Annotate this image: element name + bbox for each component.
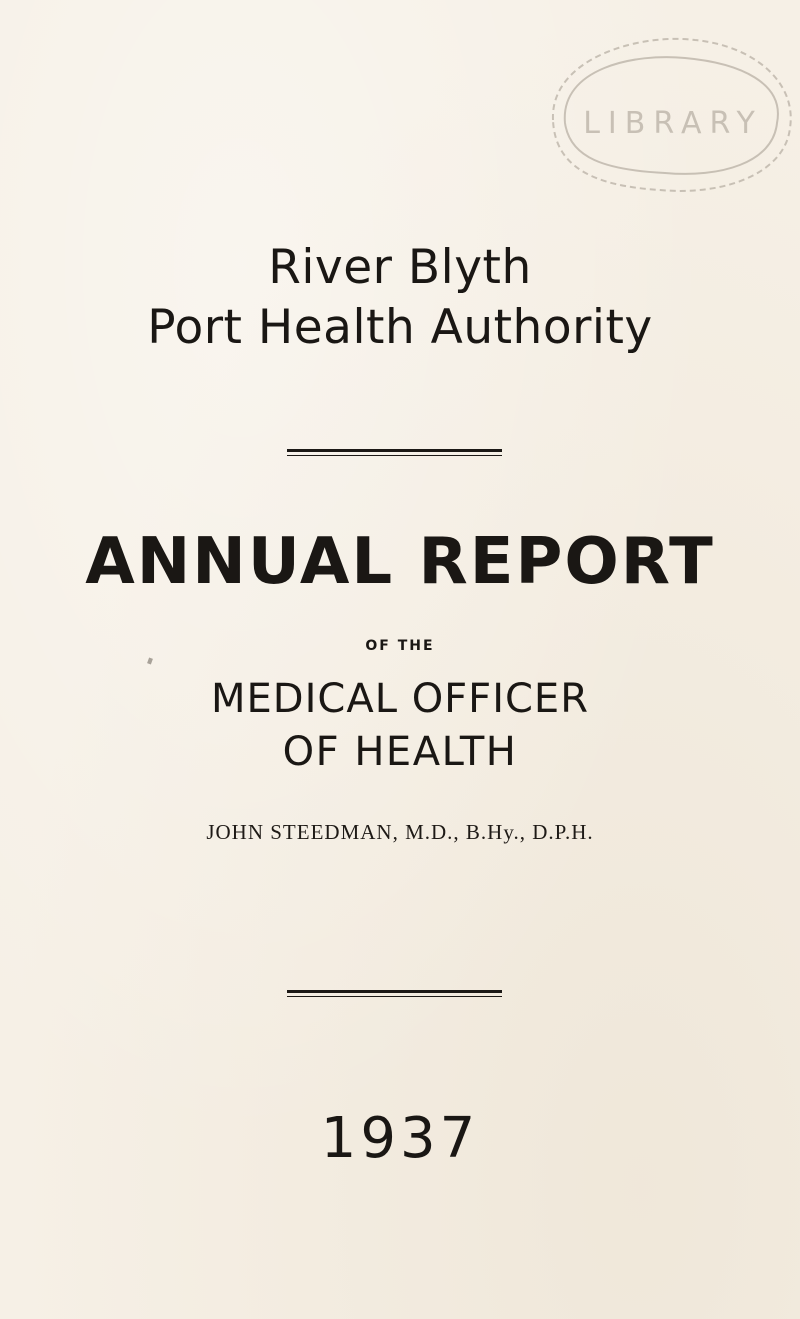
of-health-heading: OF HEALTH bbox=[282, 729, 518, 775]
rule-thick-line bbox=[287, 990, 502, 993]
of-the-label: OF THE bbox=[365, 638, 435, 654]
report-year: 1937 bbox=[320, 1106, 480, 1171]
rule-thin-line bbox=[287, 455, 502, 456]
medical-officer-heading: MEDICAL OFFICER bbox=[211, 676, 589, 722]
library-stamp bbox=[545, 28, 795, 198]
stamp-text: LIBRARY bbox=[583, 106, 763, 141]
paper-speck bbox=[147, 657, 153, 664]
title-river-blyth: River Blyth bbox=[268, 240, 532, 295]
annual-report-heading: ANNUAL REPORT bbox=[85, 525, 715, 599]
rule-thick-line bbox=[287, 449, 502, 452]
double-rule-bottom bbox=[287, 990, 502, 997]
author-name: JOHN STEEDMAN, M.D., B.Hy., D.P.H. bbox=[206, 820, 594, 844]
title-port-health-authority: Port Health Authority bbox=[147, 300, 653, 355]
rule-thin-line bbox=[287, 996, 502, 997]
double-rule-top bbox=[287, 449, 502, 456]
